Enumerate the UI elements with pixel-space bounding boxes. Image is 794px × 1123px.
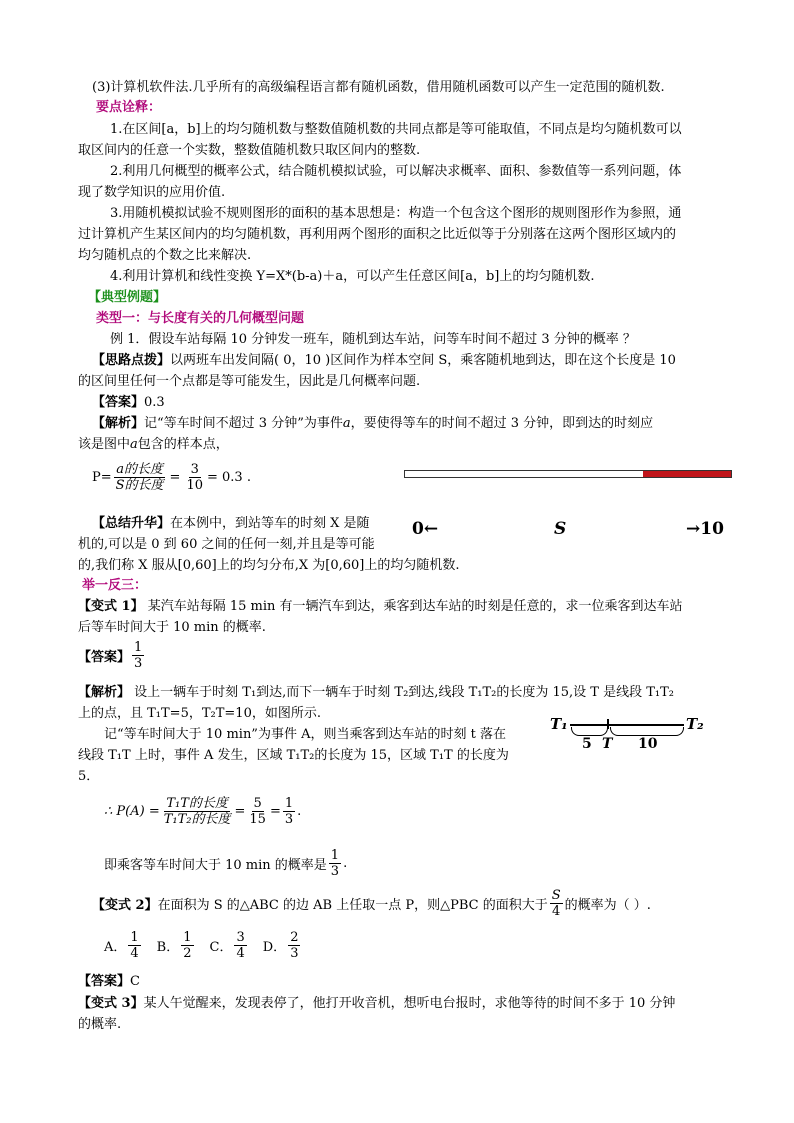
variant1-conclusion bbox=[104, 848, 347, 879]
length-fraction bbox=[114, 462, 166, 493]
summary-text-a: 在本例中，到站等车的时刻 X 是随 bbox=[170, 516, 370, 531]
key-points-heading: 要点诠释： bbox=[96, 100, 162, 115]
variant1-analysis-text-1: 设上一辆车于时刻 T₁到达,而下一辆车于时刻 T₂到达,线段 T₁T₂的长度为 15,设 T 是线段 T₁T₂ bbox=[130, 685, 674, 700]
type1-heading: 类型一：与长度有关的几何概型问题 bbox=[96, 311, 305, 326]
key-point-3c: 均匀随机点的个数之比来解决. bbox=[78, 248, 252, 263]
variant1-text-b: 后等车时间大于 10 min 的概率. bbox=[78, 620, 266, 635]
opt-b-den: 2 bbox=[183, 946, 192, 961]
variant1-answer-fraction bbox=[132, 640, 144, 671]
practice-heading: 举一反三： bbox=[82, 578, 148, 593]
pa-num: T₁T的长度 bbox=[166, 796, 228, 811]
option-a-label: A． bbox=[104, 940, 127, 955]
hint-text-b: 的区间里任何一个点都是等可能发生，因此是几何概率问题. bbox=[78, 374, 421, 389]
equals-sign: = bbox=[169, 470, 181, 485]
pa-den3: 3 bbox=[284, 812, 294, 827]
segment-diagram bbox=[550, 712, 720, 756]
key-point-1a: 1.在区间[a，b]上的均匀随机数与整数值随机数的共同点都是等可能取值，不同点是均匀随机数可以 bbox=[110, 122, 682, 137]
opt-b-num: 1 bbox=[183, 930, 192, 945]
opt-a-num: 1 bbox=[130, 930, 139, 945]
probability-formula bbox=[92, 462, 251, 493]
opt-c-num: 3 bbox=[236, 930, 245, 945]
variant1-answer-label: 【答案】 bbox=[78, 650, 131, 665]
p-label: P= bbox=[92, 470, 112, 485]
summary-text-b: 机的,可以是 0 到 60 之间的任何一刻,并且是等可能 bbox=[78, 537, 375, 552]
answer1-line bbox=[92, 393, 165, 413]
key-point-2a: 2.利用几何概型的概率公式，结合随机模拟试验，可以解决求概率、面积、参数值等一系列问题，体 bbox=[110, 164, 682, 179]
fraction2-denominator: 10 bbox=[186, 478, 203, 493]
segment-t-label: T bbox=[602, 736, 613, 752]
opt-d-num: 2 bbox=[290, 930, 299, 945]
line-right-label: →10 bbox=[686, 519, 724, 539]
variant2-options bbox=[104, 930, 302, 961]
pa-equals-1: = bbox=[234, 804, 246, 819]
answer-label: 【答案】 bbox=[92, 395, 145, 410]
key-point-1b: 取区间内的任意一个实数，整数值随机数只取区间内的整数. bbox=[78, 143, 421, 158]
variant3-line-a bbox=[78, 994, 675, 1014]
v2-fden: 4 bbox=[552, 904, 561, 919]
variant2-text: 在面积为 S 的△ABC 的边 AB 上任取一点 P，则△PBC 的面积大于 bbox=[157, 898, 548, 913]
variant1-analysis-2: 上的点，且 T₁T=5，T₂T=10，如图所示. bbox=[78, 706, 321, 721]
analysis1-line-a bbox=[92, 414, 653, 434]
pa-end: . bbox=[297, 804, 302, 819]
pa-num3: 1 bbox=[284, 796, 294, 811]
key-point-3b: 过计算机产生某区间内的均匀随机数，再利用两个图形的面积之比近似等于分别落在这两个图形区域内的 bbox=[78, 227, 677, 242]
pa-label: ∴ P(A) = bbox=[104, 804, 160, 819]
method3-text: (3)计算机软件法.几乎所有的高级编程语言都有随机函数，借用随机函数可以产生一定范围的随机数. bbox=[92, 80, 665, 95]
option-b-fraction bbox=[181, 930, 193, 961]
conclusion-text: 即乘客等车时间大于 10 min 的概率是 bbox=[104, 858, 327, 873]
variant1-analysis-3: 记“等车时间大于 10 min”为事件 A，则当乘客到达车站的时刻 t 落在 bbox=[104, 727, 506, 742]
variant1-analysis-1 bbox=[78, 683, 674, 703]
key-point-3a: 3.用随机模拟试验不规则图形的面积的基本思想是：构造一个包含这个图形的规则图形作为参照，通 bbox=[110, 206, 682, 221]
option-c-fraction bbox=[234, 930, 246, 961]
variant1-line-a bbox=[78, 597, 683, 617]
pa-equals-2: = bbox=[269, 804, 281, 819]
variant2-tail: 的概率为（ ）. bbox=[564, 898, 651, 913]
pa-formula bbox=[104, 796, 301, 827]
option-c-label: C． bbox=[209, 940, 233, 955]
line-left-label: 0← bbox=[412, 519, 439, 539]
option-b-label: B． bbox=[156, 940, 180, 955]
summary-line-a bbox=[92, 514, 370, 534]
analysis1-text-b-pre: 该是图中 bbox=[78, 437, 131, 452]
segment-t2-label: T₂ bbox=[686, 715, 704, 733]
hint-label: 【思路点拨】 bbox=[92, 353, 171, 368]
hint-text-a: 以两班车出发间隔( 0，10 )区间作为样本空间 S，乘客随机地到达，即在这个长度是 10 bbox=[170, 353, 676, 368]
analysis1-var-a: a bbox=[342, 416, 351, 431]
v2-fnum: S bbox=[551, 888, 561, 903]
p-result: = 0.3 . bbox=[207, 470, 251, 485]
pa-fraction-1 bbox=[162, 796, 233, 827]
option-d-fraction bbox=[288, 930, 300, 961]
line-mid-label: S bbox=[554, 519, 567, 539]
v1-ans-num: 1 bbox=[134, 640, 143, 655]
answer1-value: 0.3 bbox=[144, 395, 165, 410]
variant2-fraction bbox=[550, 888, 563, 919]
analysis1-text-a-rest: ，要使得等车的时间不超过 3 分钟，即到达的时刻应 bbox=[350, 416, 654, 431]
variant2-answer-label: 【答案】 bbox=[78, 974, 131, 989]
variant2-answer bbox=[78, 972, 140, 992]
v1-ans-den: 3 bbox=[134, 656, 143, 671]
sample-space-bar bbox=[404, 470, 732, 478]
event-a-segment bbox=[643, 471, 731, 477]
variant1-answer bbox=[78, 640, 146, 671]
opt-a-den: 4 bbox=[130, 946, 139, 961]
examples-heading: 【典型例题】 bbox=[88, 290, 167, 305]
pa-den2: 15 bbox=[249, 812, 266, 827]
analysis1-text-a: 记“等车时间不超过 3 分钟”为事件 bbox=[144, 416, 343, 431]
pa-fraction-2 bbox=[247, 796, 268, 827]
variant1-text-a: 某汽车站每隔 15 min 有一辆汽车到达，乘客到达车站的时刻是任意的，求一位乘客到达车站 bbox=[143, 599, 683, 614]
summary-text-c: 的,我们称 X 服从[0,60]上的均匀分布,X 为[0,60]上的均匀随机数. bbox=[78, 558, 460, 573]
key-point-2b: 现了数学知识的应用价值. bbox=[78, 185, 226, 200]
fraction2-numerator: 3 bbox=[190, 462, 199, 477]
conclusion-end: . bbox=[343, 856, 348, 871]
conclusion-num: 1 bbox=[330, 848, 340, 863]
variant1-analysis-4: 线段 T₁T 上时，事件 A 发生，区域 T₁T₂的长度为 15，区域 T₁T 的长度为 bbox=[78, 748, 509, 763]
key-point-4: 4.利用计算机和线性变换 Y=X*(b-a)＋a，可以产生任意区间[a，b]上的均匀随机数. bbox=[110, 269, 595, 284]
variant1-label: 【变式 1】 bbox=[78, 599, 144, 614]
opt-c-den: 4 bbox=[236, 946, 245, 961]
variant2-line bbox=[92, 888, 651, 919]
pa-num2: 5 bbox=[253, 796, 262, 811]
fraction-denominator: S的长度 bbox=[115, 478, 164, 493]
variant2-answer-value: C bbox=[130, 974, 140, 989]
option-d-label: D． bbox=[262, 940, 287, 955]
variant3-text-b: 的概率. bbox=[78, 1017, 122, 1032]
segment-10-label: 10 bbox=[638, 736, 658, 752]
segment-line bbox=[570, 724, 684, 726]
pa-fraction-3 bbox=[283, 796, 295, 827]
hint-line-a bbox=[92, 351, 676, 371]
variant1-analysis-5: 5． bbox=[78, 769, 100, 784]
analysis1-line-b bbox=[78, 435, 229, 455]
variant1-analysis-label: 【解析】 bbox=[78, 685, 131, 700]
analysis-label: 【解析】 bbox=[92, 416, 145, 431]
value-fraction bbox=[184, 462, 205, 493]
segment-t1-label: T₁ bbox=[550, 715, 568, 733]
pa-den: T₁T₂的长度 bbox=[163, 812, 231, 827]
opt-d-den: 3 bbox=[290, 946, 299, 961]
variant3-text-a: 某人午觉醒来，发现表停了，他打开收音机，想听电台报时，求他等待的时间不多于 10 分钟 bbox=[143, 996, 676, 1011]
variant3-label: 【变式 3】 bbox=[78, 996, 144, 1011]
variant2-label: 【变式 2】 bbox=[92, 898, 158, 913]
fraction-numerator: a的长度 bbox=[116, 462, 163, 477]
option-a-fraction bbox=[128, 930, 140, 961]
segment-5-label: 5 bbox=[582, 736, 592, 752]
analysis1-text-b-post: 包含的样本点， bbox=[137, 437, 229, 452]
summary-label: 【总结升华】 bbox=[92, 516, 171, 531]
analysis1-var-b: a bbox=[130, 437, 138, 452]
example1-question: 例 1．假设车站每隔 10 分钟发一班车，随机到达车站，问等车时间不超过 3 分钟的概率 ？ bbox=[110, 332, 636, 347]
conclusion-fraction bbox=[329, 848, 341, 879]
conclusion-den: 3 bbox=[330, 864, 340, 879]
